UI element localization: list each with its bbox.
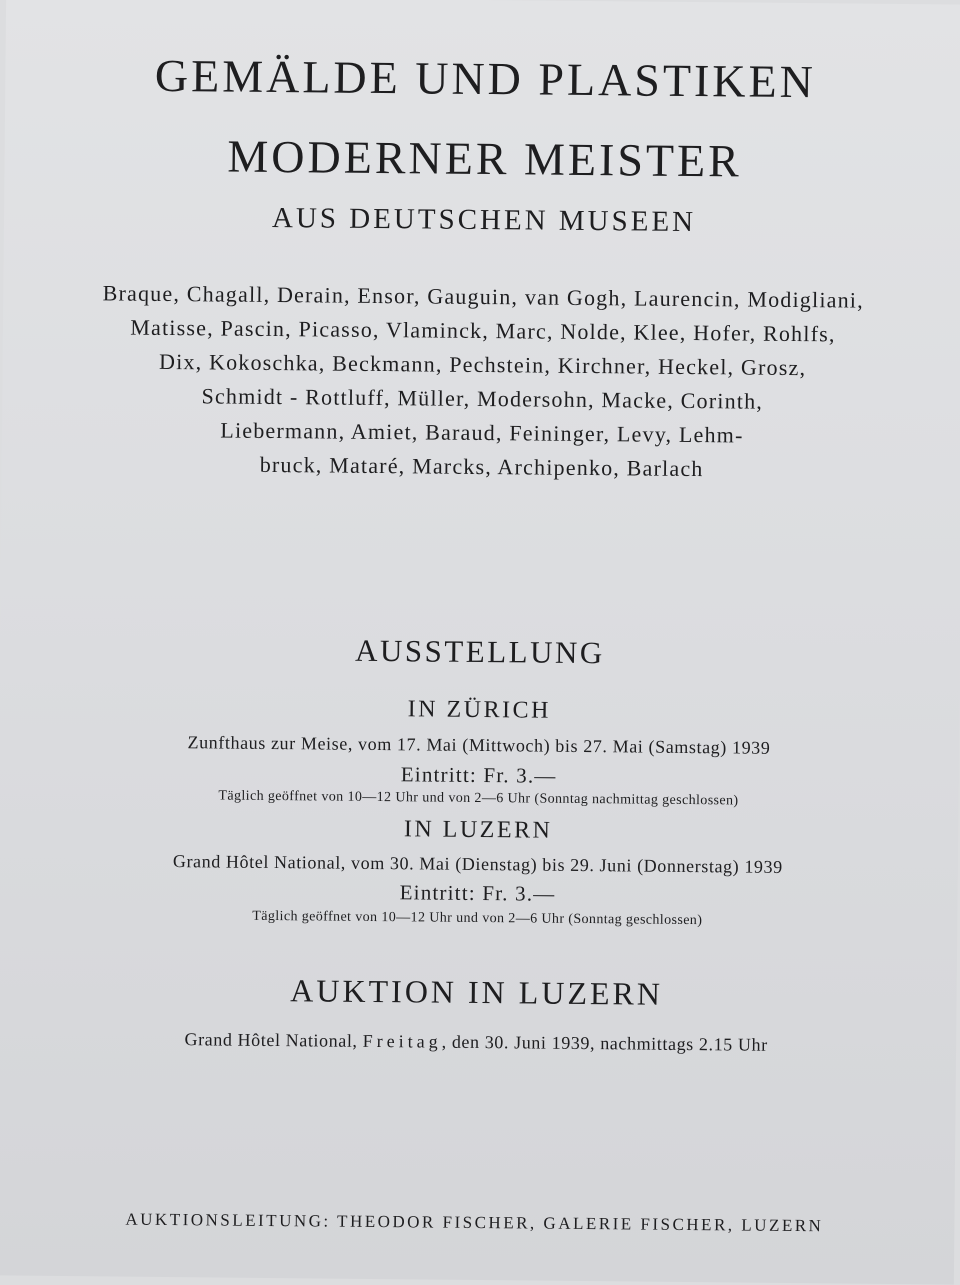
- auction-heading: AUKTION IN LUZERN: [290, 972, 664, 1012]
- entry-fee-luzern: Eintritt: Fr. 3.—: [399, 880, 556, 906]
- artist-line: Schmidt - Rottluff, Müller, Modersohn, Macke, Corinth,: [201, 383, 764, 414]
- artist-line: Braque, Chagall, Derain, Ensor, Gauguin, van Gogh, Laurencin, Modigliani,: [102, 280, 865, 313]
- artist-line: bruck, Mataré, Marcks, Archipenko, Barlach: [259, 451, 704, 482]
- auction-details: [0, 1028, 956, 1055]
- venue-luzern: Grand Hôtel National, vom 30. Mai (Dienstag) bis 29. Juni (Donnerstag) 1939: [172, 851, 783, 877]
- auction-venue: Grand Hôtel National,: [184, 1029, 363, 1051]
- opening-hours-zurich: Täglich geöffnet von 10—12 Uhr und von 2—6 Uhr (Sonntag nachmittag geschlossen): [218, 788, 739, 809]
- city-heading-zurich: IN ZÜRICH: [407, 696, 552, 724]
- title-line-2: MODERNER MEISTER: [227, 130, 743, 187]
- artist-line: Dix, Kokoschka, Beckmann, Pechstein, Kirchner, Heckel, Grosz,: [158, 348, 807, 381]
- artist-line: Matisse, Pascin, Picasso, Vlaminck, Marc, Nolde, Klee, Hofer, Rohlfs,: [130, 314, 836, 347]
- subtitle: AUS DEUTSCHEN MUSEEN: [271, 201, 697, 239]
- title-line-1: GEMÄLDE UND PLASTIKEN: [154, 49, 817, 108]
- venue-zurich: Zunfthaus zur Meise, vom 17. Mai (Mittwoch) bis 27. Mai (Samstag) 1939: [187, 732, 771, 758]
- auction-weekday: Freitag: [362, 1030, 442, 1052]
- artist-line: Liebermann, Amiet, Baraud, Feininger, Levy, Lehm-: [220, 417, 744, 448]
- auction-management-footer: AUKTIONSLEITUNG: THEODOR FISCHER, GALERIE FISCHER, LUZERN: [125, 1209, 824, 1236]
- auction-date-time: , den 30. Juni 1939, nachmittags 2.15 Uhr: [441, 1031, 768, 1055]
- entry-fee-zurich: Eintritt: Fr. 3.—: [400, 762, 557, 788]
- city-heading-luzern: IN LUZERN: [403, 816, 553, 844]
- exhibition-heading: AUSSTELLUNG: [354, 632, 605, 671]
- opening-hours-luzern: Täglich geöffnet von 10—12 Uhr und von 2—6 Uhr (Sonntag geschlossen): [252, 908, 703, 929]
